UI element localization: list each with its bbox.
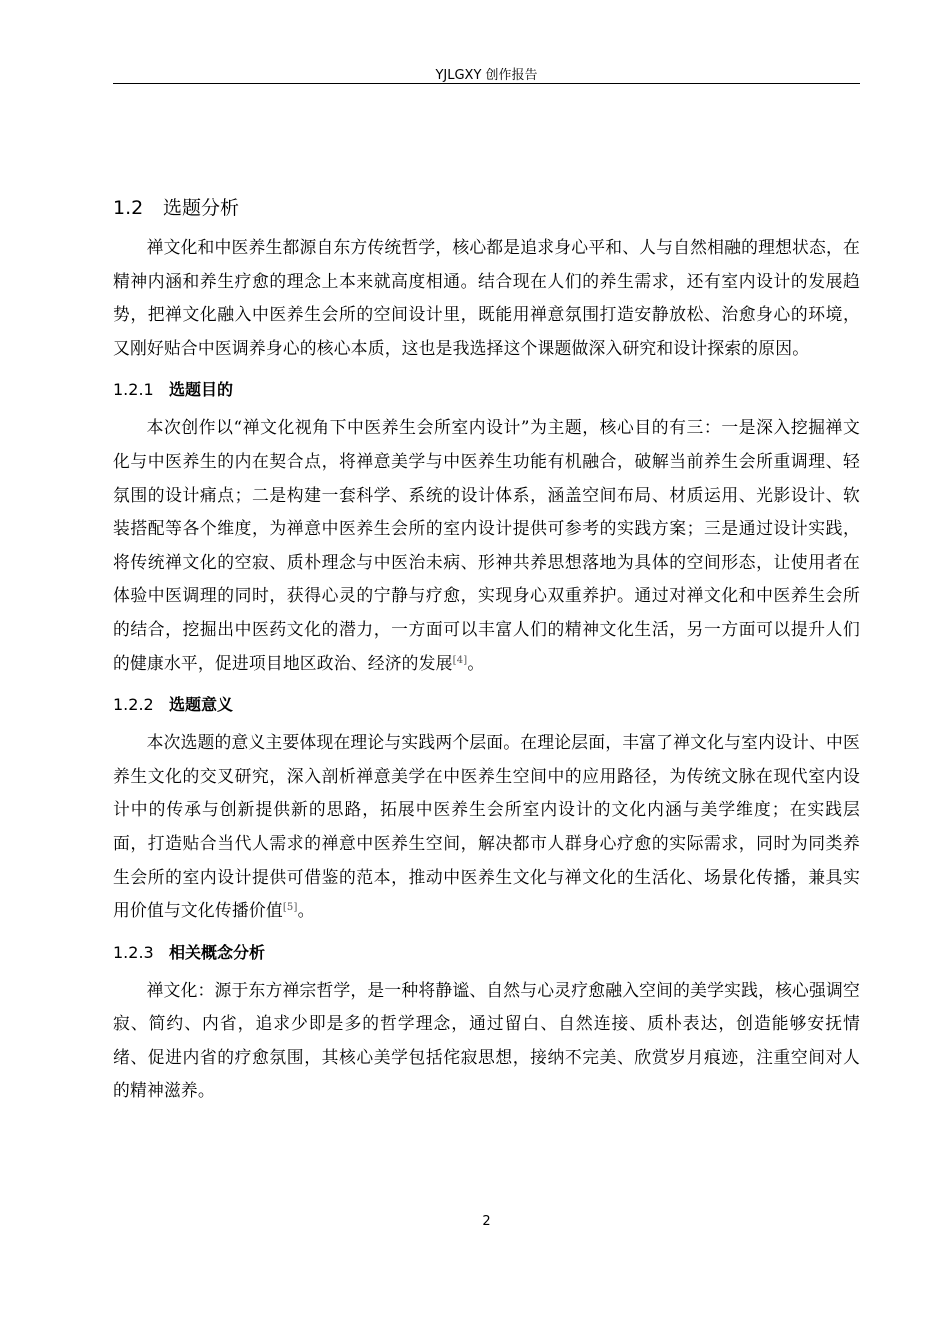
subsection-heading-significance	[113, 692, 860, 718]
subsection-heading-concepts	[113, 940, 860, 966]
section-heading	[113, 193, 860, 223]
subsection-title: 相关概念分析	[169, 942, 266, 962]
paragraph-text: 本次创作以“禅文化视角下中医养生会所室内设计”为主题，核心目的有三：一是深入挖掘禅文化与中医养生的内在契合点，将禅意美学与中医养生功能有机融合，破解当前养生会所重调理、轻氛围的设计痛点；二是构建一套科学、系统的设计体系，涵盖空间布局、材质运用、光影设计、软装搭配等各个维度，为禅意中医养生会所的室内设计提供可参考的实践方案；三是通过设计实践，将传统禅文化的空寂、质朴理念与中医治未病、形神共养思想落地为具体的空间形态，让使用者在体验中医调理的同时，获得心灵的宁静与疗愈，实现身心双重养护。通过对禅文化和中医养生会所的结合，挖掘出中医药文化的潜力，一方面可以丰富人们的精神文化生活，另一方面可以提升人们的健康水平，促进项目地区政治、经济的发展	[113, 417, 860, 673]
section-number: 1.2	[113, 197, 144, 219]
subsection-heading-purpose	[113, 377, 860, 403]
paragraph-text: 本次选题的意义主要体现在理论与实践两个层面。在理论层面，丰富了禅文化与室内设计、中医养生文化的交叉研究，深入剖析禅意美学在中医养生空间中的应用路径，为传统文脉在现代室内设计中的传承与创新提供新的思路，拓展中医养生会所室内设计的文化内涵与美学维度；在实践层面，打造贴合当代人需求的禅意中医养生空间，解决都市人群身心疗愈的实际需求，同时为同类养生会所的室内设计提供可借鉴的范本，推动中医养生文化与禅文化的生活化、场景化传播，兼具实用价值与文化传播价值	[113, 732, 860, 921]
subsection-number: 1.2.1	[113, 380, 154, 400]
subsection-title: 选题目的	[169, 380, 234, 400]
citation-ref: [4]	[452, 654, 468, 666]
purpose-paragraph	[113, 411, 860, 680]
subsection-number: 1.2.3	[113, 942, 154, 962]
page-body	[113, 193, 860, 1116]
page-header: YJLGXY 创作报告	[435, 68, 538, 83]
concepts-paragraph: 禅文化：源于东方禅宗哲学，是一种将静谧、自然与心灵疗愈融入空间的美学实践，核心强调空寂、简约、内省，追求少即是多的哲学理念，通过留白、自然连接、质朴表达，创造能够安抚情绪、促进内省的疗愈氛围，其核心美学包括侘寂思想，接纳不完美、欣赏岁月痕迹，注重空间对人的精神滋养。	[113, 979, 860, 1101]
citation-ref: [5]	[282, 902, 298, 914]
paragraph-end: 。	[467, 652, 485, 673]
section-intro-paragraph: 禅文化和中医养生都源自东方传统哲学，核心都是追求身心平和、人与自然相融的理想状态，在精神内涵和养生疗愈的理念上本来就高度相通。结合现在人们的养生需求，还有室内设计的发展趋势，把禅文化融入中医养生会所的空间设计里，既能用禅意氛围打造安静放松、治愈身心的环境，又刚好贴合中医调养身心的核心本质，这也是我选择这个课题做深入研究和设计探索的原因。	[113, 237, 860, 358]
subsection-number: 1.2.2	[113, 695, 154, 715]
significance-paragraph	[113, 726, 860, 928]
page-number: 2	[482, 1214, 491, 1229]
subsection-title: 选题意义	[169, 695, 234, 715]
section-title: 选题分析	[163, 197, 240, 219]
paragraph-end: 。	[297, 900, 315, 921]
header-rule	[113, 83, 860, 84]
